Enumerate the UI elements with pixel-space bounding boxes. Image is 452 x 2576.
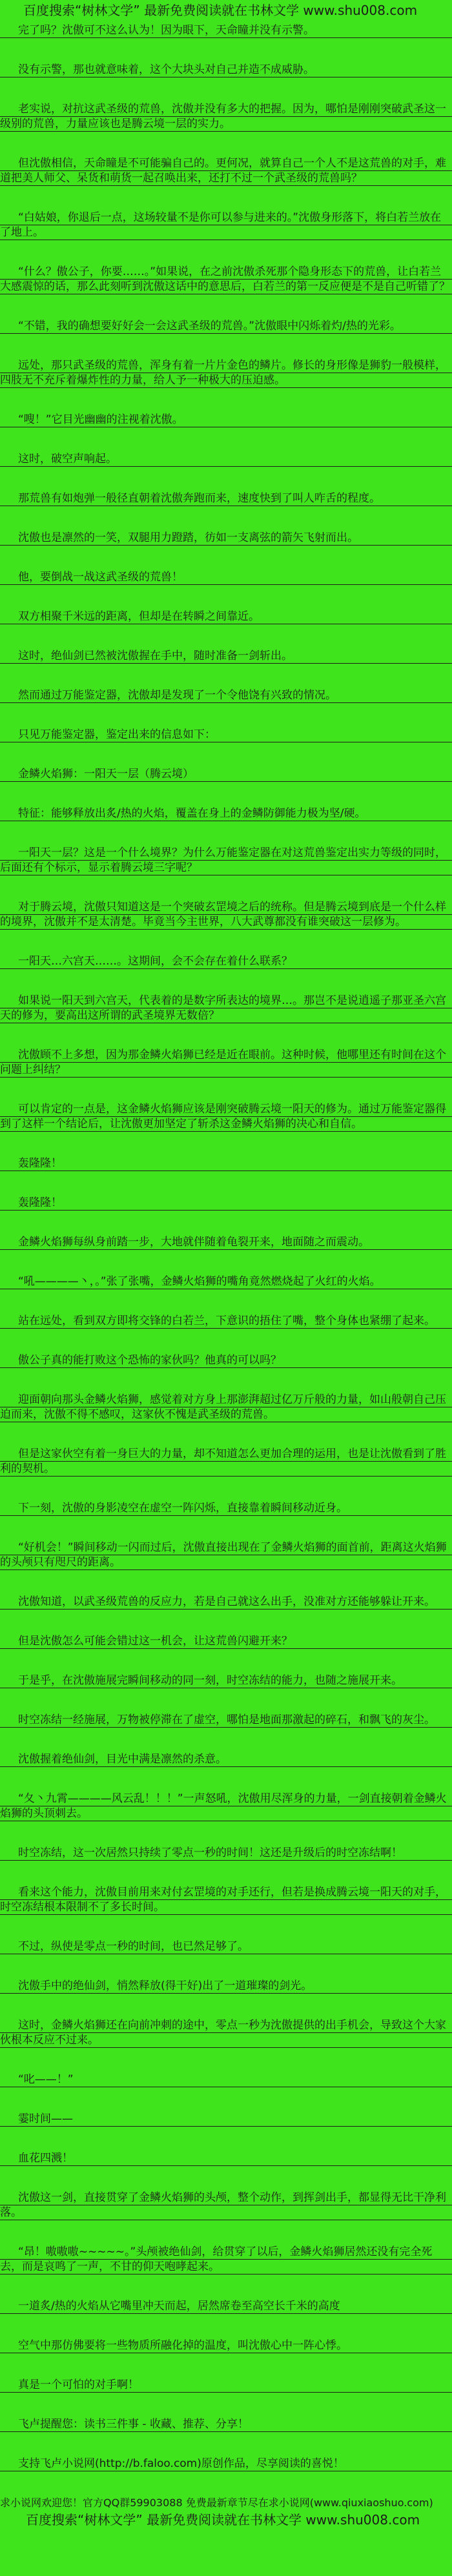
chapter-paragraph: 如果说一阳天到六宫天，代表着的是数字所表达的境界…。那岂不是说逍遥子那亚圣六宫天的修为，要高出这所谓的武圣境界无数倍？ [0, 994, 452, 1023]
chapter-paragraph: 时空冻结一经施展，万物被停滞在了虚空，哪怕是地面那激起的碎石，和飘飞的灰尘。 [0, 1713, 452, 1728]
chapter-paragraph: 沈傲顾不上多想，因为那金鳞火焰狮已经是近在眼前。这种时候，他哪里还有时间在这个问题上纠结？ [0, 1048, 452, 1078]
chapter-paragraph: “叱——！” [0, 2072, 452, 2087]
site-promo-header: 百度搜索“树林文学” 最新免费阅读就在书林文学 www.shu008.com [23, 3, 418, 18]
chapter-paragraph: 一道炙/热的火焰从它嘴里冲天而起，居然席卷至高空长千米的高度 [0, 2299, 452, 2314]
chapter-paragraph: 远处，那只武圣级的荒兽，浑身有着一片片金色的鳞片。修长的身形像是狮豹一般模样，四肢无不充斥着爆炸性的力量，给人予一种极大的压迫感。 [0, 358, 452, 388]
chapter-paragraph: “嗖！”它目光幽幽的注视着沈傲。 [0, 413, 452, 427]
chapter-paragraph: 轰隆隆！ [0, 1196, 452, 1211]
chapter-paragraph: 那荒兽有如炮弹一般径直朝着沈傲奔跑而来，速度快到了叫人咋舌的程度。 [0, 491, 452, 506]
chapter-paragraph: 然而通过万能鉴定器，沈傲却是发现了一个令他饶有兴致的情况。 [0, 688, 452, 703]
chapter-paragraph: 站在远处，看到双方即将交锋的白若兰，下意识的捂住了嘴，整个身体也紧绷了起来。 [0, 1314, 452, 1329]
chapter-paragraph: 沈傲也是凛然的一笑，双腿用力蹬踏，彷如一支离弦的箭矢飞射而出。 [0, 531, 452, 546]
chapter-paragraph: “好机会！”瞬间移动一闪而过后，沈傲直接出现在了金鳞火焰狮的面首前，距离这火焰狮的头颅只有咫尺的距离。 [0, 1540, 452, 1570]
chapter-paragraph: 轰隆隆！ [0, 1156, 452, 1171]
chapter-paragraph: “白姑娘，你退后一点，这场较量不是你可以参与进来的。”沈傲身形落下，将白若兰放在了地上。 [0, 210, 452, 240]
chapter-paragraph: “夂丶九霄————风云乱！！！”一声怒吼，沈傲用尽浑身的力量，一剑直接朝着金鳞火焰狮的头顶刺去。 [0, 1792, 452, 1821]
chapter-paragraph: 老实说，对抗这武圣级的荒兽，沈傲并没有多大的把握。因为，哪怕是刚刚突破武圣这一级别的荒兽，力量应该也是腾云境一层的实力。 [0, 102, 452, 132]
chapter-paragraph: 对于腾云境，沈傲只知道这是一个突破玄罡境之后的统称。但是腾云境到底是一个什么样的境界，沈傲并不是太清楚。毕竟当今主世界，八大武尊都没有谁突破这一层修为。 [0, 900, 452, 930]
chapter-paragraph: 但沈傲相信，天命瞳是不可能骗自己的。更何况，就算自己一个人不是这荒兽的对手，难道把美人师父、呆货和萌货一起召唤出来，还打不过一个武圣级的荒兽吗？ [0, 156, 452, 186]
chapter-paragraph: 真是一个可怕的对手啊！ [0, 2378, 452, 2393]
chapter-paragraph: 他，要倒战一战这武圣级的荒兽！ [0, 570, 452, 585]
chapter-paragraph: 但是沈傲怎么可能会错过这一机会，让这荒兽闪避开来？ [0, 1634, 452, 1649]
chapter-paragraph: 只见万能鉴定器，鉴定出来的信息如下： [0, 728, 452, 742]
chapter-paragraph: 特征：能够释放出炙/热的火焰，覆盖在身上的金鳞防御能力极为坚/硬。 [0, 806, 452, 821]
chapter-paragraph: 可以肯定的一点是，这金鳞火焰狮应该是刚突破腾云境一阳天的修为。通过万能鉴定器得到了这样一个结论后，让沈傲更加坚定了斩杀这金鳞火焰狮的决心和自信。 [0, 1102, 452, 1132]
chapter-paragraph: 霎时间—— [0, 2112, 452, 2127]
chapter-paragraph: 沈傲握着绝仙剑，目光中满是凛然的杀意。 [0, 1752, 452, 1767]
chapter-paragraph: “不错，我的确想要好好会一会这武圣级的荒兽。”沈傲眼中闪烁着灼/热的光彩。 [0, 319, 452, 334]
chapter-body [0, 23, 452, 2471]
chapter-paragraph: 看来这个能力，沈傲目前用来对付玄罡境的对手还行，但若是换成腾云境一阳天的对手，时空冻结根本限制不了多长时间。 [0, 1885, 452, 1915]
chapter-paragraph: “吼————丶，。”张了张嘴，金鳞火焰狮的嘴角竟然燃烧起了火红的火焰。 [0, 1274, 452, 1289]
chapter-paragraph: 空气中那仿佛要将一些物质所融化掉的温度，叫沈傲心中一阵心悸。 [0, 2338, 452, 2353]
chapter-paragraph: 时空冻结，这一次居然只持续了零点一秒的时间！这还是升级后的时空冻结啊！ [0, 1846, 452, 1861]
chapter-paragraph: 血花四溅！ [0, 2151, 452, 2166]
chapter-paragraph: “昂！嗷嗷嗷~~~~~。”头颅被绝仙剑，给贯穿了以后，金鳞火焰狮居然还没有完全死去，而是哀鸣了一声，不甘的仰天咆哮起来。 [0, 2245, 452, 2274]
chapter-paragraph: 迎面朝向那头金鳞火焰狮，感觉着对方身上那澎湃超过亿万斤般的力量，如山般朝自己压迫而来，沈傲不得不感叹，这家伙不愧是武圣级的荒兽。 [0, 1393, 452, 1422]
chapter-paragraph: 沈傲手中的绝仙剑，悄然释放(得干好)出了一道璀璨的剑光。 [0, 1979, 452, 1994]
chapter-paragraph: 这时，破空声响起。 [0, 452, 452, 467]
chapter-paragraph: 这时，绝仙剑已然被沈傲握在手中，随时准备一剑斩出。 [0, 649, 452, 664]
footer-promo-line: 百度搜索“树林文学” 最新免费阅读就在书林文学 www.shu008.com [26, 2512, 420, 2528]
chapter-paragraph: 一阳天一层？这是一个什么境界？为什么万能鉴定器在对这荒兽鉴定出实力等级的同时，后面还有个标示，显示着腾云境三字呢？ [0, 846, 452, 875]
chapter-paragraph: 但是这家伙空有着一身巨大的力量，却不知道怎么更加合理的运用，也是让沈傲看到了胜利的契机。 [0, 1447, 452, 1477]
footer-site-notice: 求小说网欢迎您！官方QQ群59903088 免费最新章节尽在求小说网(www.qiuxiaoshuo.com) [0, 2497, 433, 2509]
chapter-paragraph: 这时，金鳞火焰狮还在向前冲刺的途中，零点一秒为沈傲提供的出手机会，导致这个大家伙根本反应不过来。 [0, 2018, 452, 2048]
chapter-paragraph: 沈傲这一剑，直接贯穿了金鳞火焰狮的头颅，整个动作，到挥剑出手，都显得无比干净利落。 [0, 2191, 452, 2220]
chapter-paragraph: 一阳天…六宫天……。这期间，会不会存在着什么联系？ [0, 954, 452, 969]
chapter-paragraph: 于是乎，在沈傲施展完瞬间移动的同一刻，时空冻结的能力，也随之施展开来。 [0, 1673, 452, 1688]
chapter-paragraph: 完了吗？沈傲可不这么认为！因为眼下，天命瞳并没有示警。 [0, 23, 452, 38]
chapter-paragraph: 没有示警，那也就意味着，这个大块头对自己并造不成威胁。 [0, 63, 452, 77]
chapter-paragraph: 金鳞火焰狮：一阳天一层（腾云境） [0, 767, 452, 782]
chapter-paragraph: 不过，纵使是零点一秒的时间，也已然足够了。 [0, 1939, 452, 1954]
chapter-paragraph: 傲公子真的能打败这个恐怖的家伙吗？他真的可以吗？ [0, 1353, 452, 1368]
chapter-paragraph: 下一刻，沈傲的身影凌空在虚空一阵闪烁，直接靠着瞬间移动近身。 [0, 1501, 452, 1516]
chapter-paragraph: 双方相聚千米远的距离，但却是在转瞬之间靠近。 [0, 609, 452, 624]
chapter-paragraph: “什么？傲公子，你要……。”如果说，在之前沈傲杀死那个隐身形态下的荒兽，让白若兰大感震惊的话，那么此刻听到沈傲这话中的意思后，白若兰的第一反应便是不是自己听错了？ [0, 265, 452, 294]
novel-reader-page [0, 2, 452, 2528]
chapter-paragraph: 飞卢提醒您：读书三件事 - 收藏、推荐、分享！ [0, 2417, 452, 2432]
chapter-paragraph: 沈傲知道，以武圣级荒兽的反应力，若是自己就这么出手，没准对方还能够躲让开来。 [0, 1595, 452, 1610]
chapter-paragraph: 金鳞火焰狮每纵身前踏一步，大地就伴随着龟裂开来，地面随之而震动。 [0, 1235, 452, 1250]
chapter-paragraph: 支持飞卢小说网(http://b.faloo.com)原创作品，尽享阅读的喜悦！ [0, 2457, 452, 2471]
